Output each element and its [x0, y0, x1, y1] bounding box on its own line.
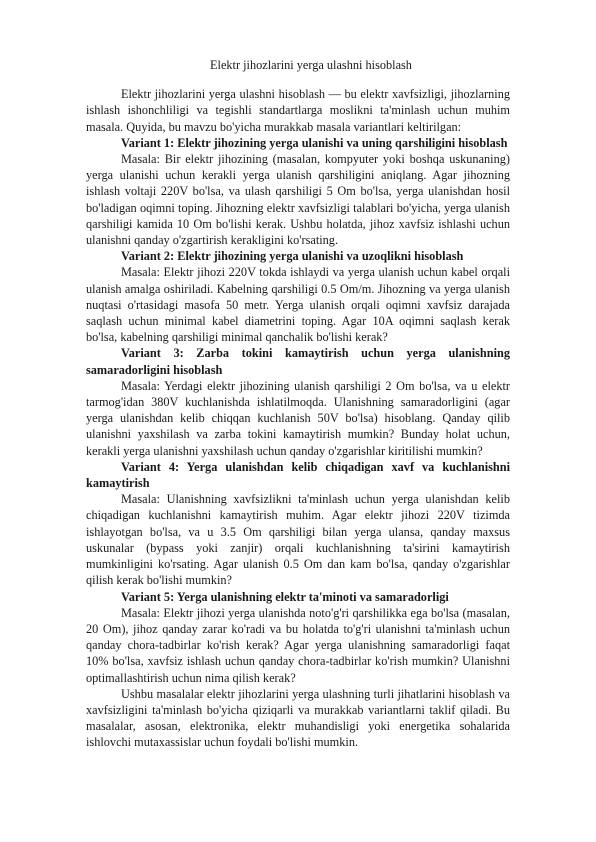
- variant-3-heading: Variant 3: Zarba tokini kamaytirish uchun yerga ulanishning samaradorligini hisoblash: [86, 346, 510, 377]
- variant-3-problem: Masala: Yerdagi elektr jihozining ulanish qarshiligi 2 Om bo'lsa, va u elektr tarmog'idan 380V kuchlanishda ishlatilmoqda. Ulanishning samaradorligini (agar yerga ulanishdan kelib chiqqan kuchlanish 50V bo'lsa) hisoblang. Qanday qilib ulanishni yaxshilash va zarba tokini kamaytirish mumkin? Bunday holat uchun, kerakli yerga ulanishni yaxshilash uchun qanday o'zgarishlar kiritilishi mumkin?: [86, 378, 510, 458]
- intro-paragraph: Elektr jihozlarini yerga ulashni hisoblash — bu elektr xavfsizligi, jihozlarning ishlash ishonchliligi va tegishli standartlarga moslikni ta'minlash uchun muhim masala. Quyida, bu mavzu bo'yicha murakkab masala variantlari keltirilgan:: [86, 87, 510, 134]
- variant-4-heading: Variant 4: Yerga ulanishdan kelib chiqadigan xavf va kuchlanishni kamaytirish: [86, 459, 510, 491]
- variant-2-problem: Masala: Elektr jihozi 220V tokda ishlaydi va yerga ulanish uchun kabel orqali ulanish amalga oshiriladi. Kabelning qarshiligi 0.5 Om/m. Jihozning va yerga ulanish nuqtasi o'rtasidagi masofa 50 metr. Yerga ulanish orqali oqimni xavfsiz darajada saqlash uchun minimal kabel diametrini toping. Agar 10A oqimni saqlash kerak bo'lsa, kabelning qarshiligi minimal qanchalik bo'lishi kerak?: [86, 265, 510, 345]
- document-body: [86, 57, 510, 751]
- variant-5-heading: Variant 5: Yerga ulanishning elektr ta'minoti va samaradorligi: [121, 589, 449, 604]
- variant-5-problem: Masala: Elektr jihozi yerga ulanishda noto'g'ri qarshilikka ega bo'lsa (masalan, 20 Om), jihoz qanday zarar ko'radi va bu holatda to'g'ri ulanishni ta'minlash uchun qanday chora-tadbirlar ko'rish kerak? Agar yerga ulanishning samaradorligi faqat 10% bo'lsa, xavfsiz ishlash uchun qanday chora-tadbirlar ko'rish mumkin? Ulanishni optimallashtirish uchun nima qilish kerak?: [86, 605, 510, 685]
- variant-1-problem: Masala: Bir elektr jihozining (masalan, kompyuter yoki boshqa uskunaning) yerga ulanishi uchun kerakli yerga ulanish qarshiligini aniqlang. Agar jihozning ishlash voltaji 220V bo'lsa, va ulash qarshiligi 5 Om bo'lsa, yerga ulanishdan hosil bo'ladigan oqimni toping. Jihozning elektr xavfsizligi talablari bo'yicha, yerga ulanish qarshiligi kamida 10 Om bo'lishi kerak. Ushbu holatda, jihoz xavfsiz ishlashi uchun ulanishni qanday o'zgartirish kerakligini ko'rsating.: [86, 152, 510, 248]
- document-title: Elektr jihozlarini yerga ulashni hisoblash: [210, 58, 412, 72]
- variant-4-problem: Masala: Ulanishning xavfsizlikni ta'minlash uchun yerga ulanishdan kelib chiqadigan kuchlanishni kamaytirish muhim. Agar elektr jihozi 220V tizimda ishlayotgan bo'lsa, va u 3.5 Om qarshiligi bilan yerga ulansa, qanday maxsus uskunalar (bypass yoki zanjir) orqali kuchlanishning ta'sirini kamaytirish mumkinligini ko'rsating. Agar ulanish 0.5 Om dan kam bo'lsa, qanday o'zgarishlar qilish kerak bo'lishi mumkin?: [86, 492, 510, 588]
- variant-2-heading: Variant 2: Elektr jihozining yerga ulanishi va uzoqlikni hisoblash: [121, 249, 464, 264]
- conclusion-paragraph: Ushbu masalalar elektr jihozlarini yerga ulashning turli jihatlarini hisoblash va xavfsizligini ta'minlash bo'yicha qiziqarli va murakkab variantlarni taklif qiladi. Bu masalalar, asosan, elektronika, elektr muhandisligi yoki energetika sohalarida ishlovchi mutaxassislar uchun foydali bo'lishi mumkin.: [86, 686, 510, 750]
- variant-1-heading: Variant 1: Elektr jihozining yerga ulanishi va uning qarshiligini hisoblash: [121, 135, 508, 150]
